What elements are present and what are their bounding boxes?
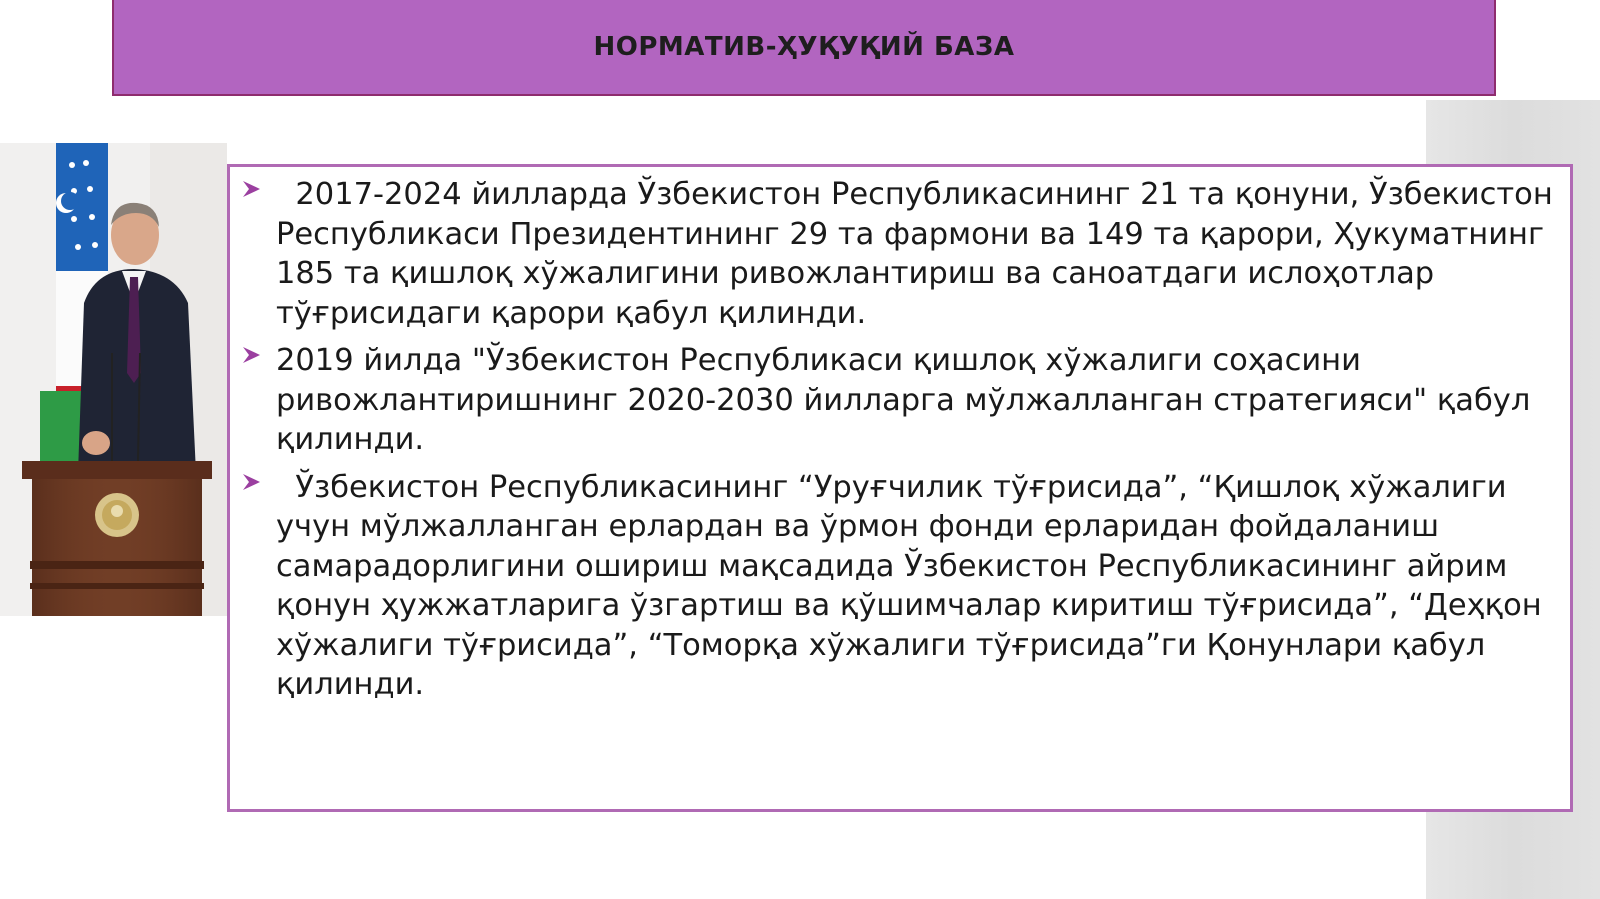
arrowhead-bullet-icon — [242, 468, 276, 495]
arrowhead-bullet-icon — [242, 341, 276, 368]
content-box — [227, 164, 1573, 812]
list-item — [242, 175, 1563, 333]
slide-title: НОРМАТИВ-ҲУҚУҚИЙ БАЗА — [593, 32, 1015, 62]
list-item — [242, 341, 1556, 460]
title-banner — [112, 0, 1496, 96]
bullet-text: Ўзбекистон Республикасининг “Уруғчилик тўғрисида”, “Қишлоқ хўжалиги учун мўлжалланган ерлардан ва ўрмон фонди ерларидан фойдаланиш самарадорлигини ошириш мақсадида Ўзбекистон Республикасининг айрим қонун ҳужжатларига ўзгартиш ва қўшимчалар киритиш тўғрисида”, “Деҳқон хўжалиги тўғрисида”, “Томорқа хўжалиги тўғрисида”ги Қонунлари қабул қилинди. — [276, 469, 1552, 702]
bullet-text: 2019 йилда "Ўзбекистон Республикаси қишлоқ хўжалиги соҳасини ривожлантиришнинг 2020-2030 йилларга мўлжалланган стратегияси" қабул қилинди. — [276, 343, 1541, 457]
list-item — [242, 468, 1556, 705]
speaker-photo — [0, 143, 227, 616]
bullet-list — [242, 175, 1563, 705]
arrowhead-bullet-icon — [242, 175, 276, 202]
bullet-text: 2017-2024 йилларда Ўзбекистон Республикасининг 21 та қонуни, Ўзбекистон Республикаси Президентининг 29 та фармони ва 149 та қарори, Ҳукуматнинг 185 та қишлоқ хўжалигини ривожлантириш ва саноатдаги ислоҳотлар тўғрисидаги қарори қабул қилинди. — [276, 177, 1563, 331]
